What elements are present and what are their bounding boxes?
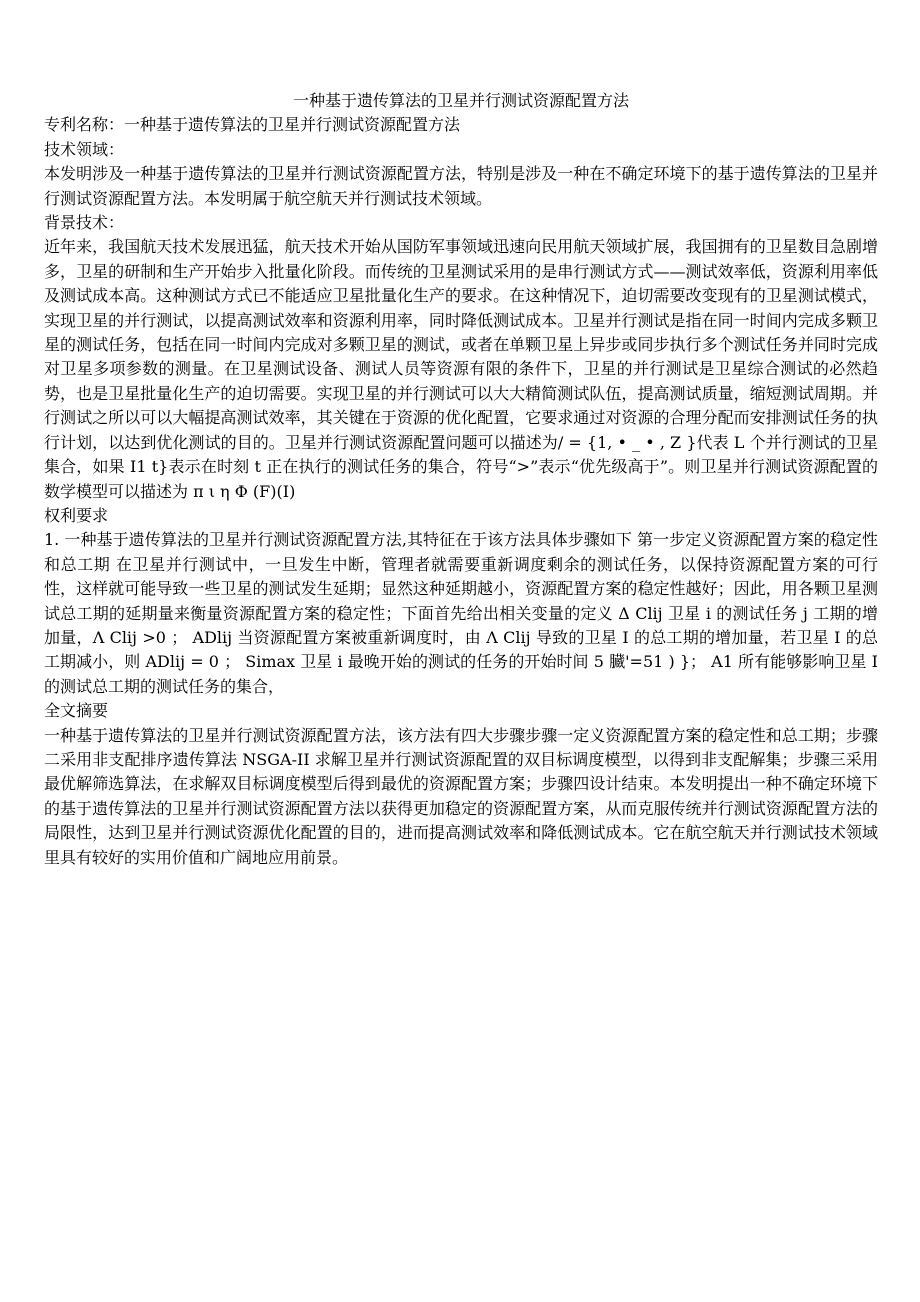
claims-paragraph: 1. 一种基于遗传算法的卫星并行测试资源配置方法,其特征在于该方法具体步骤如下 第一步定义资源配置方案的稳定性和总工期 在卫星并行测试中，一旦发生中断，管理者就需要重新调度剩余的测试任务，以保持资源配置方案的可行性，这样就可能导致一些卫星的测试发生延期；显然这种延期越小，资源配置方案的稳定性越好；因此，用各颗卫星测试总工期的延期量来衡量资源配置方案的稳定性；下面首先给出相关变量的定义 Δ Clij 卫星 i 的测试任务 j 工期的增加量，Λ Clij >0 ； ADlij 当资源配置方案被重新调度时，由 Λ Clij 导致的卫星 I 的总工期的增加量，若卫星 I 的总工期减小，则 ADlij = 0 ； Simax 卫星 i 最晚开始的测试的任务的开始时间 5 臓'=51 ) }； A1 所有能够影响卫星 I 的测试总工期的测试任务的集合， [44, 530, 878, 696]
background-paragraph: 近年来，我国航天技术发展迅猛，航天技术开始从国防军事领域迅速向民用航天领域扩展，我国拥有的卫星数目急剧增多，卫星的研制和生产开始步入批量化阶段。而传统的卫星测试采用的是串行测试方式——测试效率低，资源利用率低及测试成本高。这种测试方式已不能适应卫星批量化生产的要求。在这种情况下，迫切需要改变现有的卫星测试模式，实现卫星的并行测试，以提高测试效率和资源利用率，同时降低测试成本。卫星并行测试是指在同一时间内完成多颗卫星的测试任务，包括在同一时间内完成对多颗卫星的测试，或者在单颗卫星上异步或同步执行多个测试任务并同时完成对卫星多项参数的测量。在卫星测试设备、测试人员等资源有限的条件下，卫星的并行测试是卫星综合测试的必然趋势，也是卫星批量化生产的迫切需要。实现卫星的并行测试可以大大精简测试队伍，提高测试质量，缩短测试周期。并行测试之所以可以大幅提高测试效率，其关键在于资源的优化配置，它要求通过对资源的合理分配而安排测试任务的执行计划，以达到优化测试的目的。卫星并行测试资源配置问题可以描述为/ = {1, • _ • , Z }代表 L 个并行测试的卫星集合，如果 I1 t}表示在时刻 t 正在执行的测试任务的集合，符号“>”表示“优先级高于”。则卫星并行测试资源配置的数学模型可以描述为 π ι η Φ (F)(I) [44, 237, 878, 501]
abstract-paragraph: 一种基于遗传算法的卫星并行测试资源配置方法，该方法有四大步骤步骤一定义资源配置方案的稳定性和总工期；步骤二采用非支配排序遗传算法 NSGA-II 求解卫星并行测试资源配置的双目标调度模型，以得到非支配解集；步骤三采用最优解筛选算法，在求解双目标调度模型后得到最优的资源配置方案；步骤四设计结束。本发明提出一种不确定环境下的基于遗传算法的卫星并行测试资源配置方法以获得更加稳定的资源配置方案，从而克服传统并行测试资源配置方法的局限性，达到卫星并行测试资源优化配置的目的，进而提高测试效率和降低测试成本。它在航空航天并行测试技术领域里具有较好的实用价值和广阔地应用前景。 [44, 725, 878, 867]
field-heading: 技术领域： [44, 139, 125, 159]
document-page [44, 89, 878, 870]
field-paragraph: 本发明涉及一种基于遗传算法的卫星并行测试资源配置方法，特别是涉及一种在不确定环境下的基于遗传算法的卫星并行测试资源配置方法。本发明属于航空航天并行测试技术领域。 [44, 164, 878, 208]
claims-heading: 权利要求 [44, 505, 109, 525]
abstract-heading: 全文摘要 [44, 701, 109, 721]
document-title: 一种基于遗传算法的卫星并行测试资源配置方法 [292, 91, 629, 110]
patent-name: 专利名称：一种基于遗传算法的卫星并行测试资源配置方法 [44, 115, 461, 135]
background-heading: 背景技术： [44, 213, 125, 233]
